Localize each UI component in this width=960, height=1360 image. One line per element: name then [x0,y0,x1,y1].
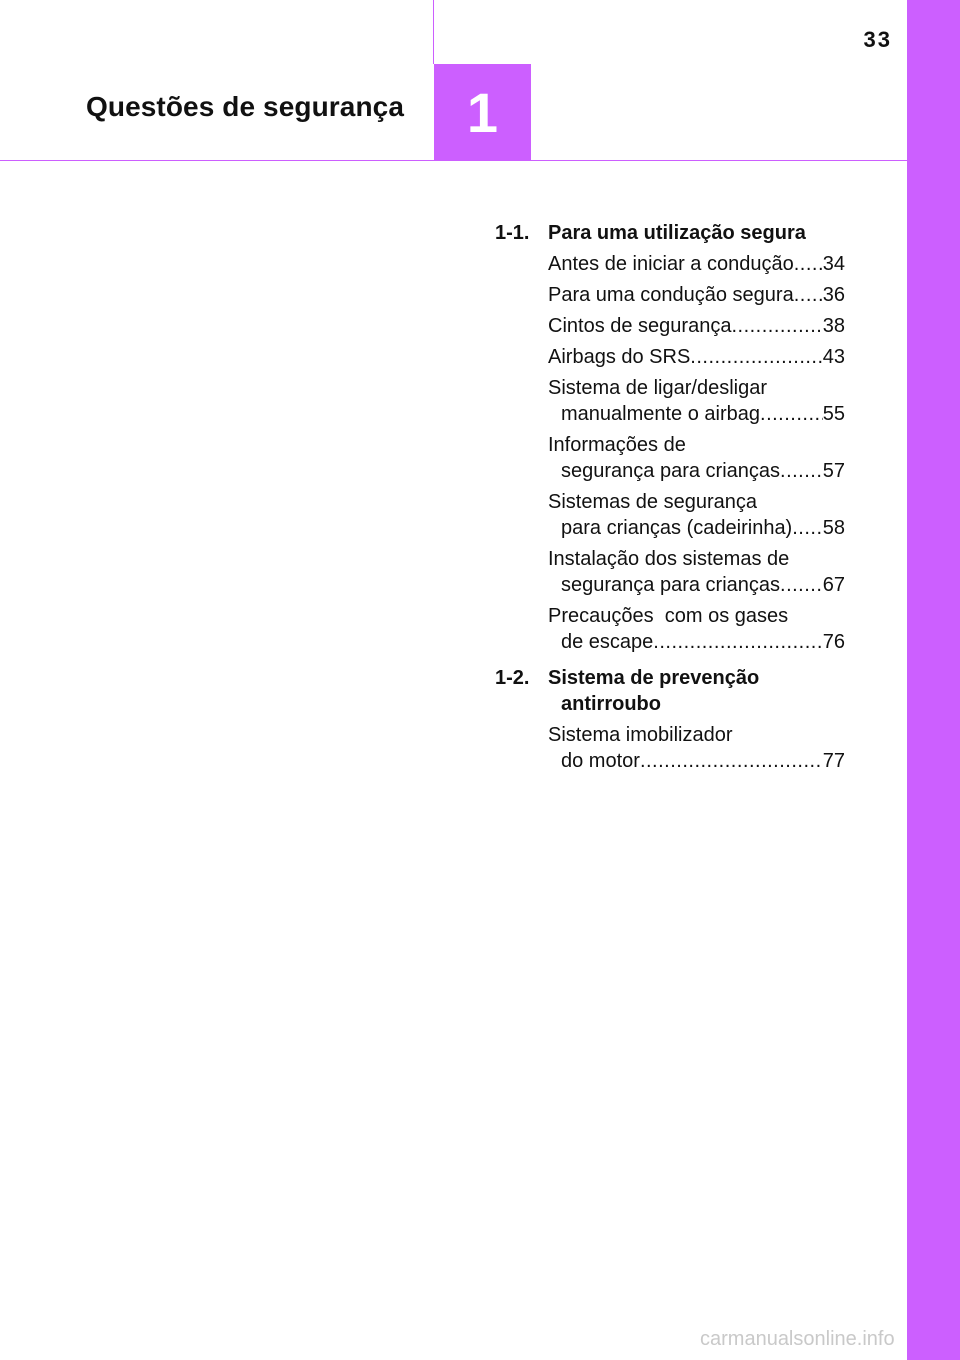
toc-leader-dots [640,748,823,774]
chapter-number: 1 [466,81,499,144]
toc-section-title: Sistema de prevenção antirroubo [548,667,760,715]
table-of-contents [495,220,845,784]
toc-entry-title: Precauções com os gases [548,605,789,627]
toc-section-heading[interactable] [495,665,845,717]
chapter-number-box [434,64,531,161]
toc-entry-page: 76 [822,631,845,653]
toc-section-heading[interactable] [495,220,845,246]
toc-entry-title: Instalação dos sistemas de [548,548,790,570]
watermark: carmanualsonline.info [700,1328,895,1350]
toc-leader-dots [690,344,822,370]
toc-entry-title: Antes de iniciar a condução [548,253,794,275]
toc-entry-title-cont: do motor [561,750,640,772]
toc-entry[interactable] [548,489,845,541]
toc-section-1-2 [495,665,845,774]
toc-entry-title-cont: segurança para crianças [561,460,781,482]
toc-section-title: Para uma utilização segura [548,222,806,244]
toc-entry[interactable] [548,251,845,277]
toc-section-1-1 [495,220,845,655]
chapter-side-tab [907,0,960,1360]
toc-entry-title-cont: de escape [561,631,654,653]
toc-entry-page: 57 [822,460,845,482]
toc-entry-title: Airbags do SRS [548,346,691,368]
toc-leader-dots [780,458,823,484]
header-vertical-divider [433,0,434,64]
toc-entry-title: Informações de [548,434,686,456]
toc-leader-dots [653,629,822,655]
toc-leader-dots [794,251,823,277]
toc-entry-title: Cintos de segurança [548,315,732,337]
toc-entry-page: 43 [822,346,845,368]
toc-entry-page: 34 [822,253,845,275]
toc-entry-title: Para uma condução segura [548,284,794,306]
toc-entry-title: Sistema de ligar/desligar [548,377,767,399]
toc-entry[interactable] [548,344,845,370]
toc-entry[interactable] [548,375,845,427]
toc-entry-page: 36 [822,284,845,306]
toc-section-number: 1-2. [495,667,530,689]
toc-entry-title: Sistemas de segurança [548,491,758,513]
page-number: 33 [863,27,892,52]
toc-leader-dots [794,282,823,308]
toc-entry[interactable] [548,432,845,484]
toc-entry-title: Sistema imobilizador [548,724,733,746]
toc-leader-dots [760,401,823,427]
toc-leader-dots [780,572,823,598]
chapter-title: Questões de segurança [86,91,405,122]
toc-entry-page: 67 [822,574,845,596]
toc-leader-dots [731,313,822,339]
toc-entry-page: 38 [822,315,845,337]
toc-entry-page: 77 [822,750,845,772]
toc-entry-title-cont: segurança para crianças [561,574,781,596]
toc-leader-dots [792,515,823,541]
toc-entry[interactable] [548,722,845,774]
toc-entry-page: 58 [822,517,845,539]
toc-entry-title-cont: manualmente o airbag [561,403,761,425]
toc-entry[interactable] [548,282,845,308]
toc-entry[interactable] [548,546,845,598]
toc-entry[interactable] [548,603,845,655]
toc-entry-page: 55 [822,403,845,425]
toc-entry[interactable] [548,313,845,339]
toc-section-number: 1-1. [495,222,530,244]
toc-entry-title-cont: para crianças (cadeirinha) [561,517,793,539]
